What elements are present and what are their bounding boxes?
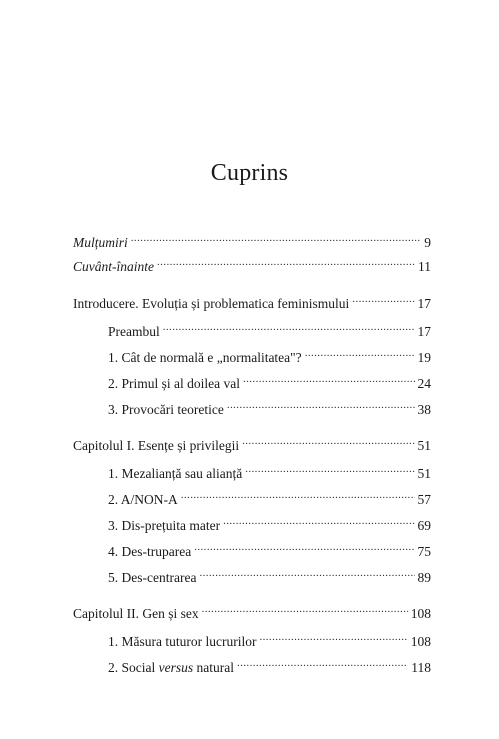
toc-leader [259, 628, 407, 646]
toc-entry-page: 17 [417, 324, 431, 339]
toc-entry-page: 51 [417, 466, 431, 481]
toc-entry-page: 9 [424, 235, 431, 250]
toc-entry-page: 75 [417, 544, 431, 559]
toc-leader [157, 253, 415, 271]
toc-entry-page: 11 [418, 259, 431, 274]
toc-leader [243, 370, 415, 388]
toc-leader [237, 654, 408, 672]
toc-entry-normalitatea [108, 344, 431, 365]
toc-entry-a-non-a [108, 486, 431, 507]
toc-entry-title: Preambul [108, 324, 160, 339]
toc-entry-page: 108 [410, 634, 431, 649]
toc-entry-page: 19 [417, 350, 431, 365]
toc-entry-title: 1. Cât de normală e „normalitatea"? [108, 350, 302, 365]
toc-entry-page: 118 [411, 660, 431, 675]
toc-entry-cuvant-inainte [73, 253, 431, 274]
toc-entry-social-versus-natural [108, 654, 431, 675]
toc-entry-masura [108, 628, 431, 649]
toc-entry-title: Introducere. Evoluția și problematica feminismului [73, 296, 350, 311]
toc-entry-provocari [108, 396, 431, 417]
toc-entry-page: 108 [410, 606, 431, 621]
toc-entry-title: Capitolul I. Esențe și privilegii [73, 438, 240, 453]
toc-entry-page: 17 [417, 296, 431, 311]
toc-entry-title: 3. Provocări teoretice [108, 402, 224, 417]
toc-leader [194, 538, 414, 556]
toc-leader [199, 564, 414, 582]
toc-leader [163, 318, 415, 336]
toc-entry-introducere [73, 290, 431, 311]
toc-entry-title [108, 659, 234, 677]
toc-entry-multumiri [73, 229, 431, 250]
toc-entry-title-part: 2. Social [108, 660, 159, 675]
toc-entry-page: 89 [417, 570, 431, 585]
toc-leader [245, 460, 414, 478]
toc-entry-mezalianta [108, 460, 431, 481]
toc-entry-title: 5. Des-centrarea [108, 570, 197, 585]
toc-entry-title: 3. Dis-prețuita mater [108, 518, 221, 533]
toc-leader [305, 344, 415, 362]
toc-entry-capitolul-1 [73, 432, 431, 453]
toc-entry-dis-pretuita [108, 512, 431, 533]
toc-entry-title: Cuvânt-înainte [73, 259, 154, 274]
page-title: Cuprins [210, 160, 289, 186]
toc-entry-page: 57 [417, 492, 431, 507]
toc-entry-title: Mulțumiri [73, 235, 128, 250]
toc-leader [352, 290, 414, 308]
toc-leader [242, 432, 414, 450]
toc-entry-primul-val [108, 370, 431, 391]
toc-entry-preambul [108, 318, 431, 339]
toc-leader [227, 396, 415, 414]
toc-entry-des-centrarea [108, 564, 431, 585]
toc-entry-title-italic: versus [158, 660, 194, 675]
toc-entry-title: 1. Mezalianță sau alianță [108, 466, 243, 481]
toc-entry-page: 51 [417, 438, 431, 453]
toc-entry-page: 24 [417, 376, 431, 391]
toc-entry-page: 69 [417, 518, 431, 533]
toc-entry-title: 2. Primul și al doilea val [108, 376, 240, 391]
toc-entry-page: 38 [417, 402, 431, 417]
toc-entry-title: 1. Măsura tuturor lucrurilor [108, 634, 257, 649]
toc-leader [223, 512, 414, 530]
toc-leader [131, 229, 421, 247]
toc-entry-des-truparea [108, 538, 431, 559]
toc-entry-title-part: natural [193, 660, 234, 675]
toc-entry-capitolul-2 [73, 600, 431, 621]
toc-leader [202, 600, 408, 618]
toc-entry-title: 4. Des-truparea [108, 544, 192, 559]
toc-entry-title: 2. A/NON-A [108, 492, 178, 507]
toc-leader [181, 486, 415, 504]
toc-entry-title: Capitolul II. Gen și sex [73, 606, 199, 621]
